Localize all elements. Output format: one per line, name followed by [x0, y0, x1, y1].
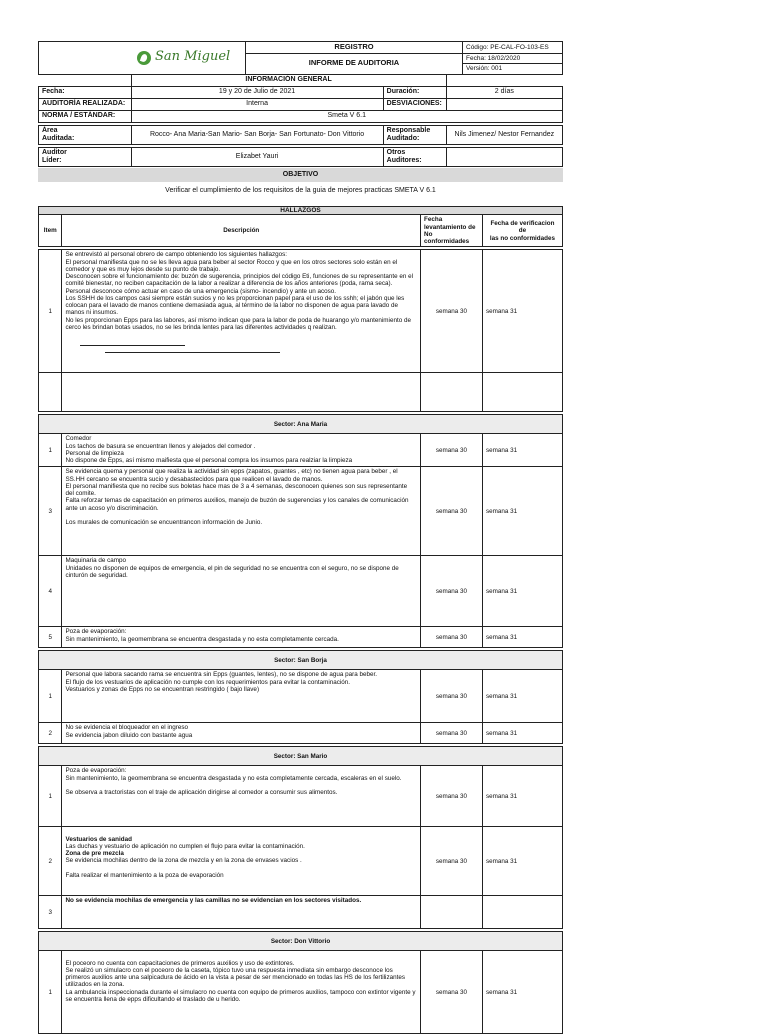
finding-line: Comedor — [65, 435, 92, 443]
sector-title: Sector: Ana Maria — [39, 415, 563, 434]
duracion-value: 2 días — [446, 87, 562, 99]
finding-verif: semana 31 — [482, 467, 562, 556]
document-title: INFORME DE AUDITORIA — [246, 53, 463, 74]
finding-line: Los SSHH de los campos casi siempre están sucios y no les proporcionan papel para el uso de los sshh; el jabón que les colocan para el lavado de manos contiene demasiada agua, al término de la labor no disponen de agua para lavado de manos ni insumos. — [65, 294, 405, 317]
finding-line: Personal desconoce cómo actuar en caso de una emergencia (sismo- incendio) y ante un acoso. — [65, 287, 337, 295]
finding-verif: semana 31 — [482, 670, 562, 723]
registro-label: REGISTRO — [246, 42, 463, 54]
finding-line: Se observa a tractoristas con el traje de aplicación dirigirse al comedor a consumir sus alimentos. — [65, 789, 338, 797]
finding-verif: semana 31 — [482, 556, 562, 627]
finding-item-number: 3 — [39, 896, 62, 929]
finding-verif: semana 31 — [482, 434, 562, 467]
general-info-heading: INFORMACIÓN GENERAL — [131, 75, 446, 87]
finding-line: Sin mantenimiento, la geomembrana se encuentra desgastada y no esta completamente cercada. — [65, 635, 339, 643]
finding-item-number: 3 — [39, 467, 62, 556]
blank-row — [39, 373, 563, 412]
finding-fecha: semana 30 — [421, 951, 483, 1034]
desviaciones-label: DESVIACIONES: — [383, 99, 446, 111]
finding-line: La ambulancia inspeccionada durante el simulacro no cuenta con equipo de primeros auxilios, tampoco con extintor vigente y se encuentra llena de epps dificultando el traslado de u herido. — [65, 988, 416, 1003]
fecha-doc-label: Fecha: 18/02/2020 — [463, 53, 563, 63]
finding-description — [62, 627, 421, 648]
sector-title: Sector: San Mario — [39, 747, 563, 766]
finding-item-number: 1 — [39, 951, 62, 1034]
finding-line: No dispone de Epps, así mismo maifiesta que el personal compra los insumos para realziar la limpieza — [65, 457, 353, 465]
finding-line: Maquinaria de campo — [65, 557, 127, 565]
duracion-label: Duración: — [383, 87, 446, 99]
sector-header-row — [39, 651, 563, 670]
finding-fecha: semana 30 — [421, 250, 483, 373]
finding-line: No se evidencia mochilas de emergencia y las camillas no se evidencian en los sectores visitados. — [65, 897, 362, 905]
finding-fecha: semana 30 — [421, 723, 483, 744]
sector-title: Sector: Don Vittorio — [39, 932, 563, 951]
finding-description — [62, 723, 421, 744]
finding-line: Vestuarios de sanidad — [65, 835, 132, 843]
signature-lines — [65, 341, 417, 355]
finding-verif: semana 31 — [482, 250, 562, 373]
finding-fecha: semana 30 — [421, 670, 483, 723]
finding-description — [62, 951, 421, 1034]
finding-line: El personal manifiesta que no recibe sus boletas hace mas de 3 a 4 semanas, desconocen quienes son sus representante del comite. — [65, 482, 408, 498]
objetivo-text: Verificar el cumplimiento de los requisitos de la guia de mejores practicas SMETA V 6.1 — [165, 187, 436, 194]
auditoria-value: Interna — [131, 99, 383, 111]
fecha-value: 19 y 20 de Julio de 2021 — [131, 87, 383, 99]
col-verif-header: Fecha de verificacion de las no conformidades — [482, 215, 562, 247]
finding-fecha: semana 30 — [421, 467, 483, 556]
finding-line — [65, 828, 417, 835]
finding-line: El flujo de los vestuarios de aplicación no cumple con los requerimientos para evitar la contaminación. — [65, 678, 351, 686]
finding-fecha: semana 30 — [421, 434, 483, 467]
norma-label: NORMA / ESTÁNDAR: — [39, 111, 132, 123]
finding-fecha: semana 30 — [421, 827, 483, 896]
finding-fecha: semana 30 — [421, 556, 483, 627]
finding-row — [39, 723, 563, 744]
norma-value: Smeta V 6.1 — [131, 111, 563, 123]
finding-description — [62, 250, 421, 373]
finding-line: El personal manifiesta que no se les lleva agua para beber al sector Rocco y que en los otros sectores solo están en el comedor y que es muy lejos desde su punto de trabajo. — [65, 258, 398, 273]
finding-line: Se evidencia jabon diluido con bastante agua — [65, 731, 193, 739]
finding-verif: semana 31 — [482, 627, 562, 648]
finding-line: Se evidencia quema y personal que realiza la actividad sin epps (zapatos, guantes , etc) no tienen agua para beber , el SS.HH cercano se encuentra sucio y desabastecidos para que realicen el lavado de manos. — [65, 468, 398, 483]
finding-description — [62, 670, 421, 723]
responsable-label: Responsable Auditado: — [383, 126, 446, 145]
finding-line: Falta realizar el mantenimiento a la poza de evaporación — [65, 871, 224, 879]
col-item-header: Item — [39, 215, 62, 247]
finding-line: Sin mantenimiento, la geomembrana se encuentra desgastada y no esta completamente cercada, escaleras en el suelo. — [65, 774, 402, 782]
finding-verif: semana 31 — [482, 766, 562, 827]
objetivo-heading: OBJETIVO — [38, 168, 563, 182]
area-label: Área Auditada: — [39, 126, 132, 145]
auditor-label: Auditor Líder: — [39, 148, 132, 167]
rocco-findings — [39, 250, 563, 412]
finding-line — [65, 952, 417, 959]
finding-line: No se evidencia el bloqueador en el ingreso — [65, 724, 188, 732]
sector-title: Sector: San Borja — [39, 651, 563, 670]
otros-label: Otros Auditores: — [383, 148, 446, 167]
codigo-label: Código: PE-CAL-FO-103-ES — [463, 42, 563, 54]
finding-verif: semana 31 — [482, 723, 562, 744]
finding-line: No les proporcionan Epps para las labores, así mismo indican que para la labor de poda de huarango y/o mantenimiento de cerco les brindan botas usados, no se les brinda lentes para las diferentes actividades q realizan. — [65, 316, 411, 331]
finding-line: Los murales de comunicación se encuentrancon información de Junio. — [65, 519, 263, 527]
finding-line: Vestuarios y zonas de Epps no se encuentran restringido ( bajo llave) — [65, 685, 260, 693]
finding-item-number: 1 — [39, 434, 62, 467]
finding-row — [39, 766, 563, 827]
finding-item-number: 1 — [39, 766, 62, 827]
finding-verif — [482, 896, 562, 929]
finding-description — [62, 827, 421, 896]
finding-item-number: 4 — [39, 556, 62, 627]
finding-line: Falta reforzar temas de capacitación en primeros auxilios, manejo de buzón de sugerencias y los canales de comunicación ante un acoso y/o discriminación. — [65, 497, 409, 512]
finding-row — [39, 556, 563, 627]
auditoria-label: AUDITORÍA REALIZADA: — [39, 99, 132, 111]
finding-line: Zona de pre mezcla — [65, 850, 124, 858]
area-value: Rocco- Ana Maria-San Mario- San Borja- San Fortunato- Don Vittorio — [131, 126, 383, 145]
finding-fecha — [421, 896, 483, 929]
finding-line — [65, 782, 417, 789]
finding-line: El poceoro no cuenta con capacitaciones de primeros auxilios y uso de extintores. — [65, 959, 295, 967]
objetivo-header — [38, 168, 563, 182]
finding-description — [62, 766, 421, 827]
finding-line: Desconocen sobre el funcionamiento de: buzón de sugerencia, principios del código Eti, funciones de su representante en el comité bienestar, no reciben capacitación de la labor a realizar a diferencia de los años anteriores (poda, rama seca). — [65, 273, 414, 288]
finding-row — [39, 827, 563, 896]
company-logo: San Miguel — [137, 50, 242, 65]
document-header — [38, 41, 563, 75]
finding-line: Las duchas y vestuario de aplicación no cumplen el flujo para evitar la contaminación. — [65, 842, 305, 850]
hallazgos-heading: HALLAZGOS — [39, 207, 563, 215]
finding-line: Se realizó un simulacro con el poceoro de la caseta, tópico tuvo una respuesta inmediata sin embargo desconoce los primeros auxilios ante una salpicadura de ácido en la vista a pesar de ser mencionado en todas las HS de los fertilizantes utilizados en la zona. — [65, 966, 405, 989]
finding-line: Se entrevistó al personal obrero de campo obteniendo los siguientes hallazgos: — [65, 251, 288, 259]
finding-description — [62, 896, 421, 929]
col-desc-header: Descripción — [62, 215, 421, 247]
finding-description — [62, 556, 421, 627]
col-fecha-header: Fecha levantamiento de No conformidades — [421, 215, 483, 247]
finding-line: Se evidencia mochilas dentro de la zona de mezcla y en la zona de envases vacios . — [65, 857, 302, 865]
auditor-value: Elizabet Yauri — [131, 148, 383, 167]
version-label: Versión: 001 — [463, 64, 563, 74]
finding-line — [65, 865, 417, 872]
finding-description — [62, 434, 421, 467]
fecha-label: Fecha: — [39, 87, 132, 99]
finding-fecha: semana 30 — [421, 627, 483, 648]
finding-verif: semana 31 — [482, 827, 562, 896]
sector-header-row — [39, 415, 563, 434]
logo-cell — [39, 42, 246, 75]
finding-description — [62, 467, 421, 556]
hallazgos-table — [38, 206, 563, 1034]
finding-line — [65, 512, 417, 519]
finding-line: Unidades no disponen de equipos de emergencia, el pin de seguridad no se encuentra con el seguro, no se dispone de cinturón de seguridad. — [65, 564, 399, 579]
finding-line: Personal de limpieza — [65, 449, 124, 457]
finding-line: Poza de evaporación: — [65, 767, 127, 775]
general-info-table — [38, 74, 563, 167]
sector-header-row — [39, 932, 563, 951]
finding-item-number: 1 — [39, 250, 62, 373]
finding-item-number: 2 — [39, 723, 62, 744]
responsable-value: Nils Jimenez/ Nestor Fernandez — [446, 126, 562, 145]
finding-row — [39, 670, 563, 723]
finding-row — [39, 951, 563, 1034]
finding-fecha: semana 30 — [421, 766, 483, 827]
finding-row — [39, 467, 563, 556]
finding-row — [39, 434, 563, 467]
leaf-logo-icon — [137, 51, 151, 65]
finding-item-number: 5 — [39, 627, 62, 648]
finding-line: Los tachos de basura se encuentran llenos y alejados del comedor . — [65, 442, 256, 450]
finding-line: Personal que labora sacando rama se encuentra sin Epps (guantes, lentes), no se dispone de agua para beber. — [65, 671, 378, 679]
sector-header-row — [39, 747, 563, 766]
finding-verif: semana 31 — [482, 951, 562, 1034]
finding-item-number: 1 — [39, 670, 62, 723]
sector-findings — [39, 412, 563, 1034]
finding-item-number: 2 — [39, 827, 62, 896]
finding-row — [39, 627, 563, 648]
finding-row — [39, 250, 563, 373]
finding-line: Poza de evaporación: — [65, 628, 127, 636]
finding-row — [39, 896, 563, 929]
